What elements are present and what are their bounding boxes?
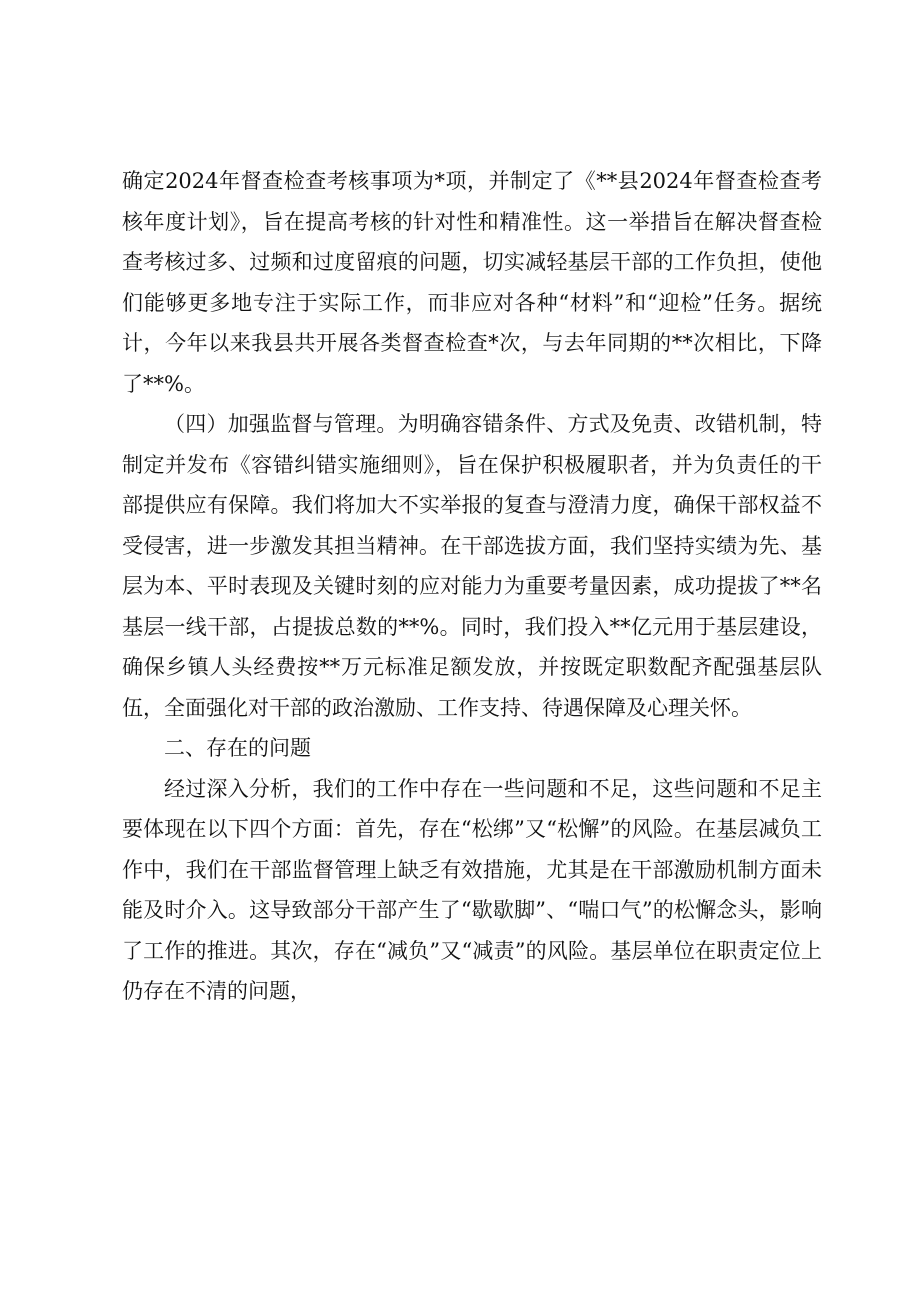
paragraph-continuation: 确定2024年督查检查考核事项为*项，并制定了《**县2024年督查检查考核年度计划》，旨在提高考核的针对性和精准性。这一举措旨在解决督查检查考核过多、过频和过度留痕的问题，切实减轻基层干部的工作负担，使他们能够更多地专注于实际工作，而非应对各种“材料”和“迎检”任务。据统计，今年以来我县共开展各类督查检查*次，与去年同期的**次相比，下降了**%。 <box>122 169 822 396</box>
document-body <box>122 161 822 1012</box>
paragraph-supervision-management: （四）加强监督与管理。为明确容错条件、方式及免责、改错机制，特制定并发布《容错纠错实施细则》，旨在保护积极履职者，并为负责任的干部提供应有保障。我们将加大不实举报的复查与澄清力度，确保干部权益不受侵害，进一步激发其担当精神。在干部选拔方面，我们坚持实绩为先、基层为本、平时表现及关键时刻的应对能力为重要考量因素，成功提拔了**名基层一线干部，占提拔总数的**%。同时，我们投入**亿元用于基层建设，确保乡镇人头经费按**万元标准足额发放，并按既定职数配齐配强基层队伍，全面强化对干部的政治激励、工作支持、待遇保障及心理关怀。 <box>122 412 822 720</box>
paragraph-problems: 经过深入分析，我们的工作中存在一些问题和不足，这些问题和不足主要体现在以下四个方面：首先，存在“松绑”又“松懈”的风险。在基层减负工作中，我们在干部监督管理上缺乏有效措施，尤其是在干部激励机制方面未能及时介入。这导致部分干部产生了“歇歇脚”、“喘口气”的松懈念头，影响了工作的推进。其次，存在“减负”又“减责”的风险。基层单位在职责定位上仍存在不清的问题， <box>122 776 822 1003</box>
section-heading: 二、存在的问题 <box>164 736 311 760</box>
